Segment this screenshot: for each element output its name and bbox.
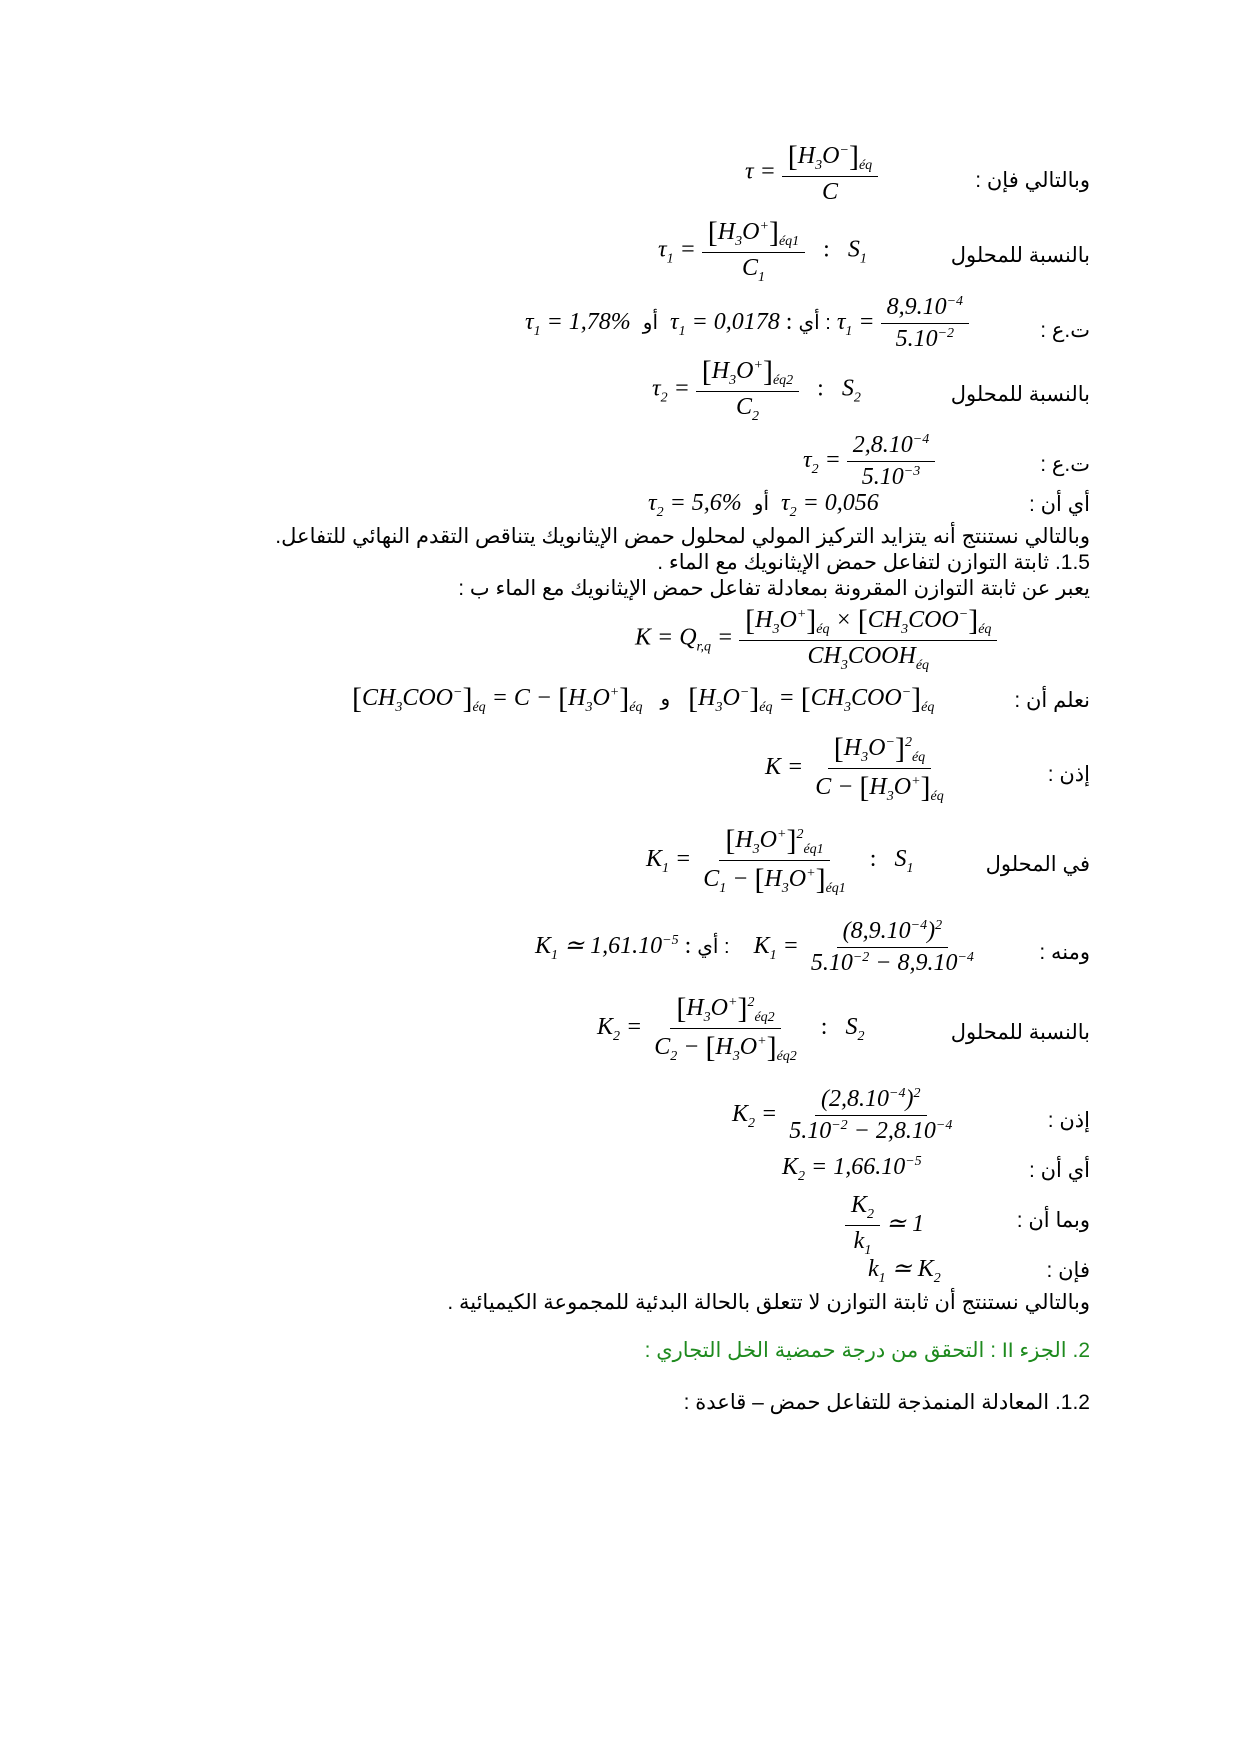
text-since: وبما أن : [1016, 1209, 1090, 1232]
text-thus: ومنه : [1039, 941, 1090, 964]
text-numeric-app-1: ت.ع : [1040, 319, 1090, 342]
text-section-2-1: 1.2. المعادلة المنمذجة للتفاعل حمض – قاعدة : [683, 1391, 1090, 1414]
text-that-is: أي أن : [1028, 493, 1090, 516]
formula-concentrations: $[CH_3COO^-]_{éq} = C - [H_3O^+]_{éq}$ و $[H_3O^-]_{éq} = [CH_3COO^-]_{éq}$ [352, 682, 935, 715]
formula-k2: $K_2$ = $\frac{[H_3O^+]^2_{éq2}}{C_2 - [H_3O^+]_{éq2}}$ : $S_2$ [597, 992, 865, 1064]
formula-k-equal: $k_1$ ≃ $K_2$ [868, 1256, 941, 1286]
formula-tau1: $\tau_1$ = $\frac{[H_3O^+]_{éq1}}{C_1}$ : $S_1$ [658, 216, 867, 285]
formula-tau2-result: $\tau_2 = 5,6\%$ أو $\tau_2 = 0,056$ [648, 490, 879, 520]
formula-k-general: K = $\frac{[H_3O^-]^2_{éq}}{C - [H_3O^+]_{éq}}$ [765, 732, 944, 804]
formula-tau2: $\tau_2$ = $\frac{[H_3O^+]_{éq2}}{C_2}$ : $S_2$ [652, 355, 861, 424]
formula-k1-value: $K_1$ ≃ $1,61.10^{-5}$ : أي : $K_1$ = $\frac{(8,9.10^{-4})^2}{5.10^{-2} - 8,9.10^{-4}}$ [535, 918, 974, 976]
text-conclusion-1: وبالتالي نستنتج أنه يتزايد التركيز المولي لمحلول حمض الإيثانويك يتناقص التقدم النهائي للتفاعل. [275, 525, 1090, 548]
formula-k1: $K_1$ = $\frac{[H_3O^+]^2_{éq1}}{C_1 - [H_3O^+]_{éq1}}$ : $S_1$ [646, 824, 914, 896]
text-then: فإن : [1046, 1259, 1090, 1282]
text-for-solution-2b: بالنسبة للمحلول [950, 1021, 1090, 1044]
formula-tau: τ = $\frac{[H_3O^-]_{éq}}{C}$ [745, 140, 878, 206]
formula-ratio: $\frac{K_2}{k_1}$ ≃ 1 [845, 1192, 924, 1259]
section-heading-part-2: 2. الجزء II : التحقق من درجة حمضية الخل التجاري : [644, 1339, 1090, 1362]
text-section-1-5: 1.5. ثابتة التوازن لتفاعل حمض الإيثانويك مع الماء . [657, 551, 1090, 574]
text-that-is-2: أي أن : [1028, 1159, 1090, 1182]
formula-tau2-value: $\tau_2$ = $\frac{2,8.10^{-4}}{5.10^{-3}}$ [803, 432, 935, 491]
text-for-solution-1: بالنسبة للمحلول [950, 244, 1090, 267]
text-in-solution-1: في المحلول [985, 853, 1090, 876]
formula-tau1-value: $\tau_1 = 1,78\%$ أو $\tau_1 = 0,0178$ : أي : $\tau_1$ = $\frac{8,9.10^{-4}}{5.10^{-2}}$ [525, 294, 969, 353]
formula-k2-numeric: $K_2$ = $\frac{(2,8.10^{-4})^2}{5.10^{-2} - 2,8.10^{-4}}$ [732, 1086, 953, 1144]
text-equilibrium-expression: يعبر عن ثابتة التوازن المقرونة بمعادلة تفاعل حمض الإيثانويك مع الماء ب : [458, 577, 1090, 600]
text-for-solution-2: بالنسبة للمحلول [950, 383, 1090, 406]
text-hence-1: إذن : [1047, 763, 1090, 786]
text-therefore: وبالتالي فإن : [975, 169, 1090, 192]
formula-k2-value: $K_2 = 1,66.10^{-5}$ [782, 1154, 922, 1184]
text-numeric-app-2: ت.ع : [1040, 453, 1090, 476]
formula-k-qr: $K = Q_{r,q}$ = $\frac{[H_3O^+]_{éq} \times [CH_3COO^-]_{éq}}{CH_3COOH_{éq}}$ [635, 604, 997, 674]
text-conclusion-2: وبالتالي نستنتج أن ثابتة التوازن لا تتعلق بالحالة البدئية للمجموعة الكيميائية . [447, 1291, 1090, 1314]
text-we-know: نعلم أن : [1014, 689, 1090, 712]
text-hence-2: إذن : [1047, 1109, 1090, 1132]
